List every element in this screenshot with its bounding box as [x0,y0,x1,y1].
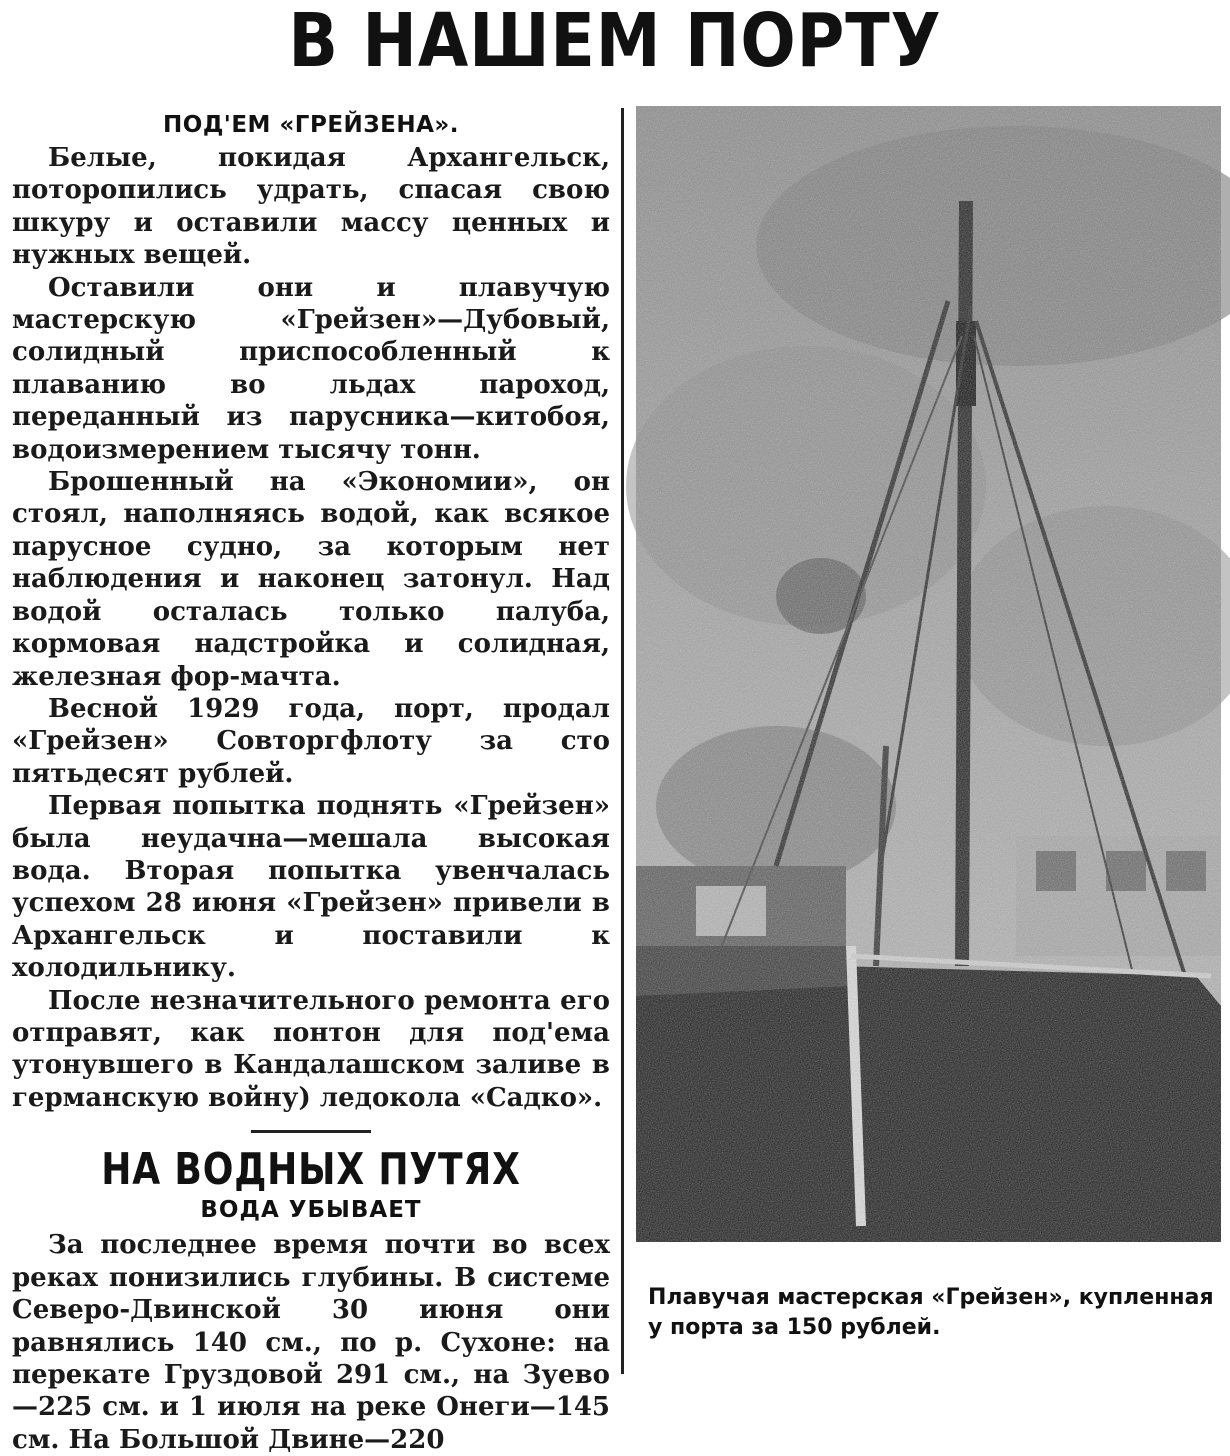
column-rule [621,108,624,1374]
section-heading: НА ВОДНЫХ ПУТЯХ [101,1144,521,1196]
ship-photo-drawing [636,106,1221,1242]
article-paragraph: Брошенный на «Экономии», он стоял, наполняясь водой, как всякое парусное судно, за которым нет наблюдения и наконец затонул. Над водой осталась только палуба, кормовая надстройка и солидная, железная фор-мачта. [12,467,610,692]
article-paragraph: Весной 1929 года, порт, продал «Грейзен» Совторгфлоту за сто пятьдесят рублей. [12,693,610,789]
section-subheading: ВОДА УБЫВАЕТ [200,1197,422,1224]
left-column [12,112,610,1455]
article-paragraph: После незначительного ремонта его отправят, как понтон для под'ема утонувшего в Кандалашском заливе в германскую войну) ледокола «Садко». [12,985,610,1113]
article-paragraph: Белые, покидая Архангельск, поторопились удрать, спасая свою шкуру и оставили массу ценных и нужных вещей. [12,143,610,271]
article-heading: ПОД'ЕМ «ГРЕЙЗЕНА». [163,112,459,138]
ship-photo [636,106,1221,1242]
page-headline: В НАШЕМ ПОРТУ [288,0,942,84]
photo-caption: Плавучая мастерская «Грейзен», купленная у порта за 150 рублей. [648,1285,1214,1340]
article-paragraph: Оставили они и плавучую мастерскую «Грейзен»—Дубовый, солидный приспособленный к плаванию во льдах пароход, переданный из парусника—китобоя, водоизмерением тысячу тонн. [12,272,610,465]
section-divider [251,1130,371,1133]
article-paragraph: Первая попытка поднять «Грейзен» была неудачна—мешала высокая вода. Вторая попытка увенчалась успехом 28 июня «Грейзен» привели в Архангельск и поставили к холодильнику. [12,791,610,984]
article-paragraph: За последнее время почти во всех реках понизились глубины. В системе Северо-Двинской 30 июня они равнялись 140 см., по р. Сухоне: на перекате Груздовой 291 см., на Зуево—225 см. и 1 июля на реке Онеги—145 см. На Большой Двине—220 [12,1230,610,1455]
